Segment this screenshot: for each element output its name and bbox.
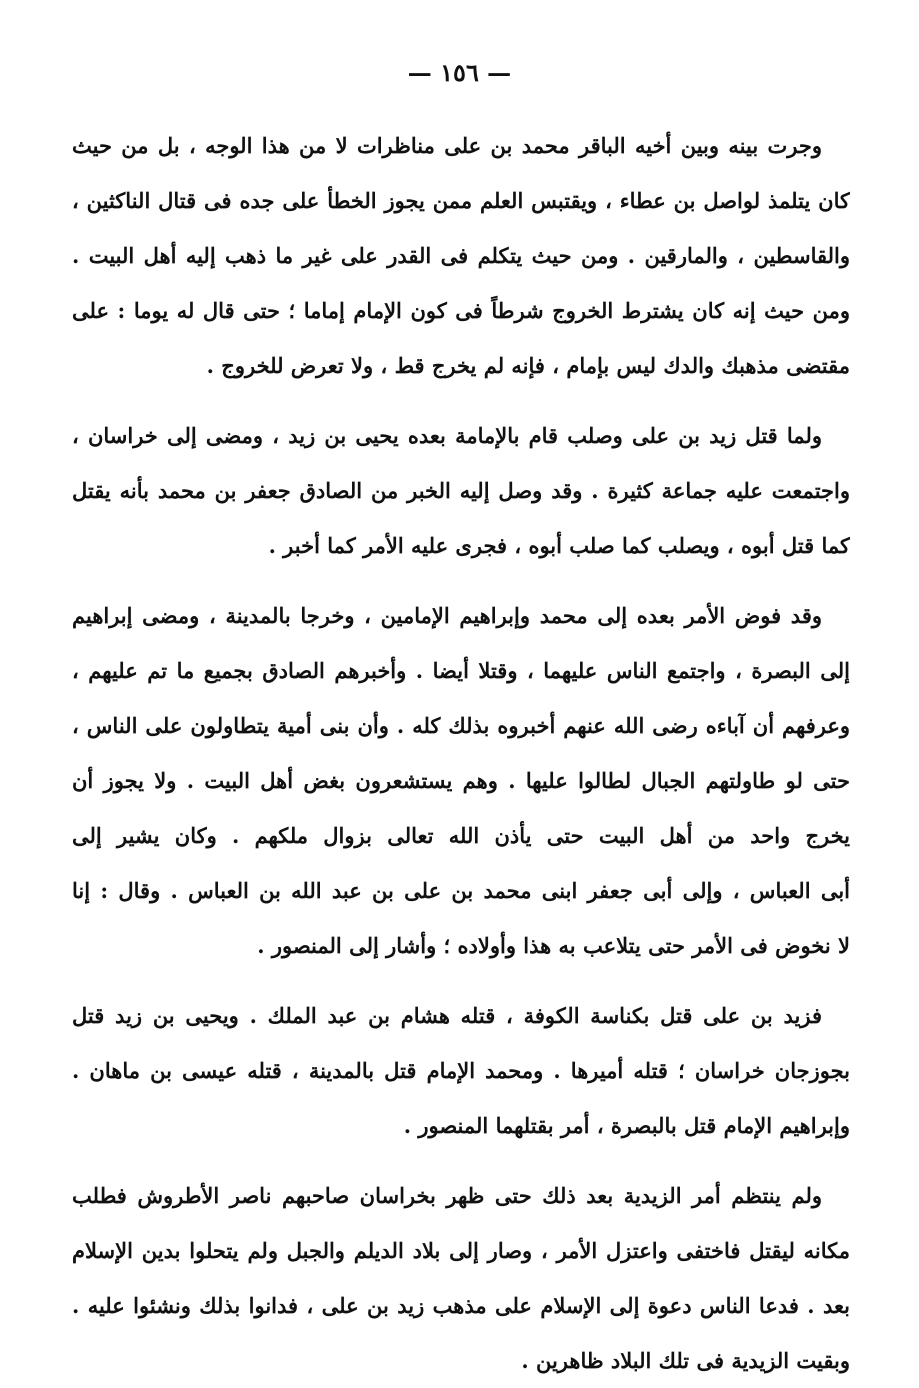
text-line: مكانه ليقتل فاختفى واعتزل الأمر ، وصار إلى بلاد الديلم والجبل ولم يتحلوا بدين الإسلام <box>72 1238 850 1263</box>
text-line: كما قتل أبوه ، ويصلب كما صلب أبوه ، فجرى عليه الأمر كما أخبر . <box>268 533 850 558</box>
text-line: أبى العباس ، وإلى أبى جعفر ابنى محمد بن على بن عبد الله بن العباس . وقال : إنا <box>72 878 850 903</box>
body-text <box>72 118 850 1388</box>
text-line: ولما قتل زيد بن على وصلب قام بالإمامة بعده يحيى بن زيد ، ومضى إلى خراسان ، <box>72 423 822 448</box>
text-line: ولم ينتظم أمر الزيدية بعد ذلك حتى ظهر بخراسان صاحبهم ناصر الأطروش فطلب <box>72 1183 822 1208</box>
paragraph-4 <box>72 988 850 1153</box>
paragraph-3 <box>72 588 850 973</box>
page-number: — ١٥٦ — <box>407 58 512 87</box>
text-line: وإبراهيم الإمام قتل بالبصرة ، أمر بقتلهما المنصور . <box>403 1113 850 1138</box>
text-line: إلى البصرة ، واجتمع الناس عليهما ، وقتلا أيضا . وأخبرهم الصادق بجميع ما تم عليهم ، <box>72 658 850 683</box>
text-line: وجرت بينه وبين أخيه الباقر محمد بن على مناظرات لا من هذا الوجه ، بل من حيث <box>72 133 822 158</box>
text-line: فزيد بن على قتل بكناسة الكوفة ، قتله هشام بن عبد الملك . ويحيى بن زيد قتل <box>72 1003 822 1028</box>
text-line: مقتضى مذهبك والدك ليس بإمام ، فإنه لم يخرج قط ، ولا تعرض للخروج . <box>206 353 850 378</box>
text-line: بعد . فدعا الناس دعوة إلى الإسلام على مذهب زيد بن على ، فدانوا بذلك ونشئوا عليه . <box>72 1293 850 1318</box>
text-line: ومن حيث إنه كان يشترط الخروج شرطاً فى كون الإمام إماما ؛ حتى قال له يوما : على <box>72 298 850 323</box>
text-line: والقاسطين ، والمارقين . ومن حيث يتكلم فى القدر على غير ما ذهب إليه أهل البيت . <box>72 243 850 268</box>
text-line: وبقيت الزيدية فى تلك البلاد ظاهرين . <box>521 1348 850 1373</box>
text-line: كان يتلمذ لواصل بن عطاء ، ويقتبس العلم ممن يجوز الخطأ على جده فى قتال الناكثين ، <box>72 188 850 213</box>
text-line: حتى لو طاولتهم الجبال لطالوا عليها . وهم يستشعرون بغض أهل البيت . ولا يجوز أن <box>72 768 850 793</box>
paragraph-5 <box>72 1168 850 1388</box>
text-line: لا نخوض فى الأمر حتى يتلاعب به هذا وأولاده ؛ وأشار إلى المنصور . <box>257 933 850 958</box>
text-line: يخرج واحد من أهل البيت حتى يأذن الله تعالى بزوال ملكهم . وكان يشير إلى <box>72 823 850 848</box>
paragraph-1 <box>72 118 850 393</box>
text-line: واجتمعت عليه جماعة كثيرة . وقد وصل إليه الخبر من الصادق جعفر بن محمد بأنه يقتل <box>72 478 850 503</box>
paragraph-2 <box>72 408 850 573</box>
text-line: بجوزجان خراسان ؛ قتله أميرها . ومحمد الإمام قتل بالمدينة ، قتله عيسى بن ماهان . <box>72 1058 850 1083</box>
text-line: وعرفهم أن آباءه رضى الله عنهم أخبروه بذلك كله . وأن بنى أمية يتطاولون على الناس ، <box>72 713 850 738</box>
text-line: وقد فوض الأمر بعده إلى محمد وإبراهيم الإمامين ، وخرجا بالمدينة ، ومضى إبراهيم <box>72 603 822 628</box>
